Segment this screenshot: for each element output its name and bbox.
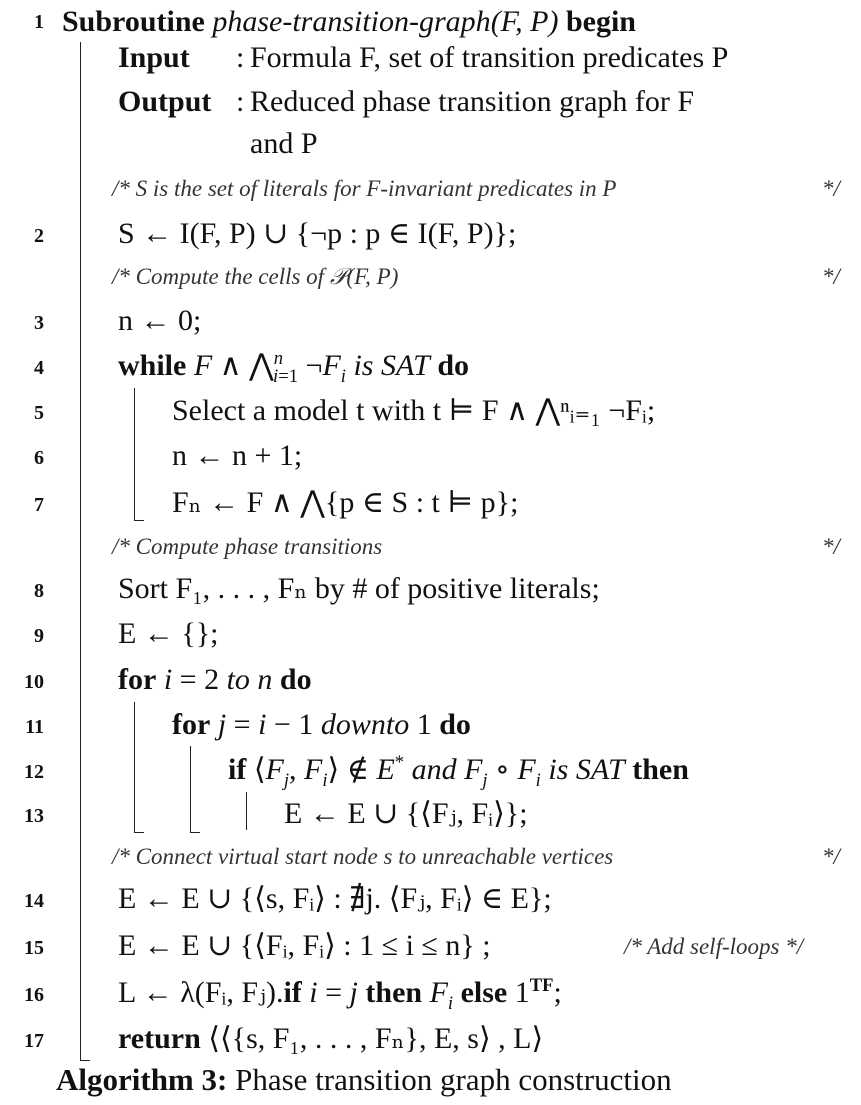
comment-close: */: [822, 534, 840, 559]
line-number: 15: [24, 937, 44, 959]
statement: S ← I(F, P) ∪ {¬p : p ∈ I(F, P)};: [118, 217, 517, 250]
while-statement: while F ∧ ⋀$^n_{i=1}$ $\neg F_i$ is SAT do: [118, 348, 470, 387]
line-number: 2: [34, 225, 44, 247]
comment: /* S is the set of literals for F-invariant predicates in P: [112, 176, 617, 201]
block-bar-while-end: [134, 520, 144, 521]
line-number: 3: [34, 312, 44, 334]
comment-close: */: [822, 264, 840, 289]
for-statement: for j = i − 1 downto 1 do: [172, 708, 471, 741]
statement: Sort F₁, . . . , Fₙ by # of positive literals;: [118, 572, 600, 605]
block-bar-for-outer: [134, 702, 135, 832]
line-number: 1: [34, 11, 44, 33]
line-number: 6: [34, 447, 44, 469]
comment-close: */: [822, 176, 840, 201]
comment: /* Compute phase transitions: [112, 534, 383, 559]
line-number: 13: [24, 805, 44, 827]
block-bar-for-inner: [190, 746, 191, 832]
line-number: 16: [24, 984, 44, 1006]
line-number: 9: [34, 625, 44, 647]
line-number: 10: [24, 671, 44, 693]
block-bar-while: [134, 388, 135, 520]
output-text-continued: and P: [250, 127, 318, 160]
output-text: Reduced phase transition graph for F: [250, 85, 695, 118]
input-label: Input: [118, 41, 190, 74]
statement: E ← E ∪ {⟨Fᵢ, Fᵢ⟩ : 1 ≤ i ≤ n} ;: [118, 929, 491, 962]
input-colon: :: [236, 41, 245, 74]
comment-close: */: [822, 844, 840, 869]
block-bar-for-outer-end: [134, 832, 144, 833]
subroutine-header: Subroutine phase-transition-graph(F, P) begin: [62, 5, 636, 38]
input-text: Formula F, set of transition predicates P: [250, 41, 729, 74]
statement: Select a model t with t ⊨ F ∧ ⋀ⁿᵢ₌₁ ¬Fᵢ;: [172, 394, 656, 427]
block-bar-main: [80, 42, 81, 1060]
return-statement: return ⟨⟨{s, F₁, . . . , Fₙ}, E, s⟩ , L⟩: [118, 1022, 544, 1055]
block-bar-if: [246, 792, 247, 830]
algorithm-caption: Algorithm 3: Phase transition graph construction: [56, 1062, 672, 1097]
line-number: 11: [25, 716, 44, 738]
line-number: 4: [34, 357, 44, 379]
statement: n ← n + 1;: [172, 439, 303, 472]
comment: /* Compute the cells of 𝒫(F, P): [112, 264, 399, 289]
statement: E ← E ∪ {⟨Fⱼ, Fᵢ⟩};: [284, 797, 528, 830]
for-statement: for i = 2 to n do: [118, 663, 312, 696]
line-number: 7: [34, 494, 44, 516]
comment-inline: /* Add self-loops */: [624, 934, 804, 959]
output-colon: :: [236, 85, 245, 118]
comment: /* Connect virtual start node s to unreachable vertices: [112, 844, 614, 869]
line-number: 12: [24, 761, 44, 783]
statement: E ← E ∪ {⟨s, Fᵢ⟩ : ∄j. ⟨Fⱼ, Fᵢ⟩ ∈ E};: [118, 882, 552, 915]
line-number: 5: [34, 402, 44, 424]
line-number: 17: [24, 1030, 44, 1052]
output-label: Output: [118, 85, 212, 118]
if-statement: if $⟨F_j$, $F_i⟩$ ∉ E* and $F_j$ ∘ $F_i$ is SAT then: [228, 752, 689, 791]
block-bar-main-end: [80, 1060, 90, 1061]
block-bar-for-inner-end: [190, 832, 200, 833]
line-number: 14: [24, 890, 44, 912]
statement: L ← λ(Fᵢ, Fⱼ).if i = j then $F_i$ else $1^{TF}$;: [118, 975, 562, 1014]
statement: E ← {};: [118, 617, 219, 650]
statement: n ← 0;: [118, 304, 202, 337]
statement: Fₙ ← F ∧ ⋀{p ∈ S : t ⊨ p};: [172, 486, 519, 519]
line-number: 8: [34, 580, 44, 602]
